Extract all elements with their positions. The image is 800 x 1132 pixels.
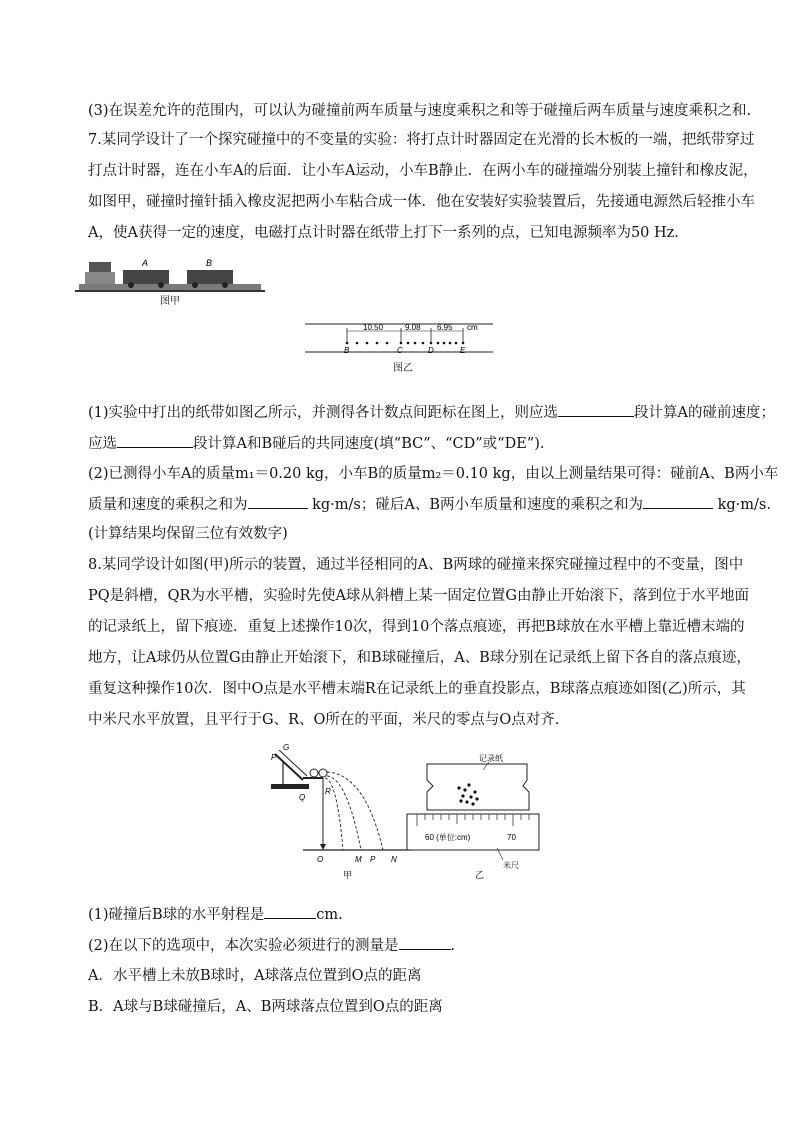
record-paper-label: 记录纸: [479, 754, 503, 763]
q8-sub1-blank[interactable]: [264, 904, 316, 919]
q7-sub2-blank2[interactable]: [643, 494, 713, 509]
q8-sub1: [88, 904, 343, 925]
q7-stem-line-3: 如图甲，碰撞时撞针插入橡皮泥把两小车粘合成一体．他在安装好实验装置后，先接通电源然后轻推小车: [88, 194, 755, 210]
point-c: C: [397, 346, 403, 355]
q7-stem-line-4: A，使A获得一定的速度，电磁打点计时器在纸带上打下一系列的点，已知电源频率为50 Hz.: [88, 225, 679, 241]
q8-sub2-blank[interactable]: [399, 935, 451, 950]
q8-sub1-text-b: cm.: [316, 907, 343, 923]
incline-pq: [275, 754, 303, 780]
q8-stem-line-4: 地方，让A球仍从位置G由静止开始滚下，和B球碰撞后，A、B球分别在记录纸上留下各自的落点痕迹，: [88, 650, 751, 666]
q7-sub2-note: (计算结果均保留三位有效数字): [88, 526, 288, 542]
q8-option-a[interactable]: A．水平槽上未放B球时，A球落点位置到O点的距离: [88, 968, 422, 984]
label-o: O: [317, 855, 324, 864]
q7-sub1-text-b: 段计算A的碰前速度；: [634, 405, 776, 421]
table-block: [271, 784, 309, 789]
q8-sub2-text-a: (2)在以下的选项中，本次实验必须进行的测量是: [88, 938, 399, 954]
q7-figure-yi-caption: 图乙: [393, 363, 413, 374]
q8-stem-line-6: 中米尺水平放置，且平行于G、R、O所在的平面，米尺的零点与O点对齐.: [88, 712, 560, 728]
point-b: B: [344, 346, 350, 355]
q7-sub2-text-c: kg·m/s；碰后A、B两小车质量和速度的乘积之和为: [312, 497, 643, 513]
label-q: Q: [299, 793, 306, 802]
q7-sub1-line1: [88, 402, 775, 423]
q7-sub1-text-d: 段计算A和B碰后的共同速度(填“BC”、“CD”或“DE”).: [193, 436, 545, 452]
cart-a-icon: [123, 270, 169, 284]
dist-unit: cm: [467, 323, 478, 332]
q8-stem-line-1: 8.某同学设计如图(甲)所示的装置，通过半径相同的A、B两球的碰撞来探究碰撞过程中的不变量，图中: [88, 557, 744, 573]
q8-figure-jia: [265, 742, 415, 882]
label-n: N: [391, 855, 397, 864]
q7-stem-line-2: 打点计时器，连在小车A的后面．让小车A运动，小车B静止．在两小车的碰撞端分别装上撞针和橡皮泥，: [88, 163, 758, 179]
q7-sub2-blank1[interactable]: [248, 494, 308, 509]
q7-sub2-line2: [88, 494, 771, 515]
q8-sub1-text-a: (1)碰撞后B球的水平射程是: [88, 907, 265, 923]
cart-a-label: A: [142, 258, 149, 268]
ball-a-icon: [310, 769, 318, 777]
q7-sub2-text-d: kg·m/s.: [717, 497, 771, 513]
q8-figure-jia-caption: 甲: [343, 870, 353, 880]
track-board: [79, 284, 261, 290]
cart-b-label: B: [206, 258, 213, 268]
q7-sub1-blank1[interactable]: [558, 402, 634, 417]
point-e: E: [460, 346, 466, 355]
ruler-scale-text: 60 (单位:cm): [425, 833, 471, 842]
q8-stem-line-5: 重复这种操作10次．图中O点是水平槽末端R在记录纸上的垂直投影点，B球落点痕迹如图(乙)所示，其: [88, 681, 746, 697]
ball-b-icon: [319, 769, 327, 777]
point-d: D: [428, 346, 434, 355]
q7-sub1-blank2[interactable]: [117, 433, 193, 448]
q8-sub2: [88, 935, 455, 956]
q7-sub1-line2: [88, 433, 544, 454]
q8-figure-yi: [405, 752, 545, 882]
label-g: G: [283, 743, 290, 752]
q8-stem-line-3: 的记录纸上，留下痕迹．重复上述操作10次，得到10个落点痕迹，再把B球放在水平槽上靠近槽末端的: [88, 619, 745, 635]
label-r: R: [325, 787, 331, 796]
label-p: P: [271, 753, 277, 762]
label-p2: P: [370, 855, 376, 864]
cart-b-icon: [187, 270, 233, 284]
q7-sub2-text-b: 质量和速度的乘积之和为: [88, 497, 248, 513]
q8-option-b[interactable]: B．A球与B球碰撞后，A、B两球落点位置到O点的距离: [88, 999, 443, 1015]
label-m: M: [355, 855, 362, 864]
q7-figure-yi-tape: [305, 318, 495, 358]
ruler-scale-end: 70: [507, 833, 516, 842]
ruler-label: 米尺: [503, 861, 519, 870]
record-paper: [427, 764, 529, 810]
tape-dots: [346, 342, 465, 345]
q8-sub2-text-b: .: [450, 938, 456, 954]
q6-conclusion: (3)在误差允许的范围内，可以认为碰撞前两车质量与速度乘积之和等于碰撞后两车质量与速度乘积之和.: [88, 103, 752, 119]
q7-sub1-text-a: (1)实验中打出的纸带如图乙所示，并测得各计数点间距标在图上，则应选: [88, 405, 559, 421]
q8-stem-line-2: PQ是斜槽，QR为水平槽，实验时先使A球从斜槽上某一固定位置G由静止开始滚下，落到位于水平地面: [88, 588, 749, 604]
q7-sub2-line1: (2)已测得小车A的质量m₁＝0.20 kg，小车B的质量m₂＝0.10 kg，由以上测量结果可得：碰前A、B两小车: [88, 466, 779, 482]
dist-cd: 9.08: [405, 323, 421, 332]
q7-stem-line-1: 7.某同学设计了一个探究碰撞中的不变量的实验：将打点计时器固定在光滑的长木板的一端，把纸带穿过: [88, 132, 755, 148]
q7-sub1-text-c: 应选: [88, 436, 117, 452]
q7-figure-jia-caption: 图甲: [160, 296, 180, 307]
q8-figure-yi-caption: 乙: [475, 870, 485, 880]
dist-de: 6.95: [437, 323, 453, 332]
dist-bc: 10.50: [363, 323, 384, 332]
